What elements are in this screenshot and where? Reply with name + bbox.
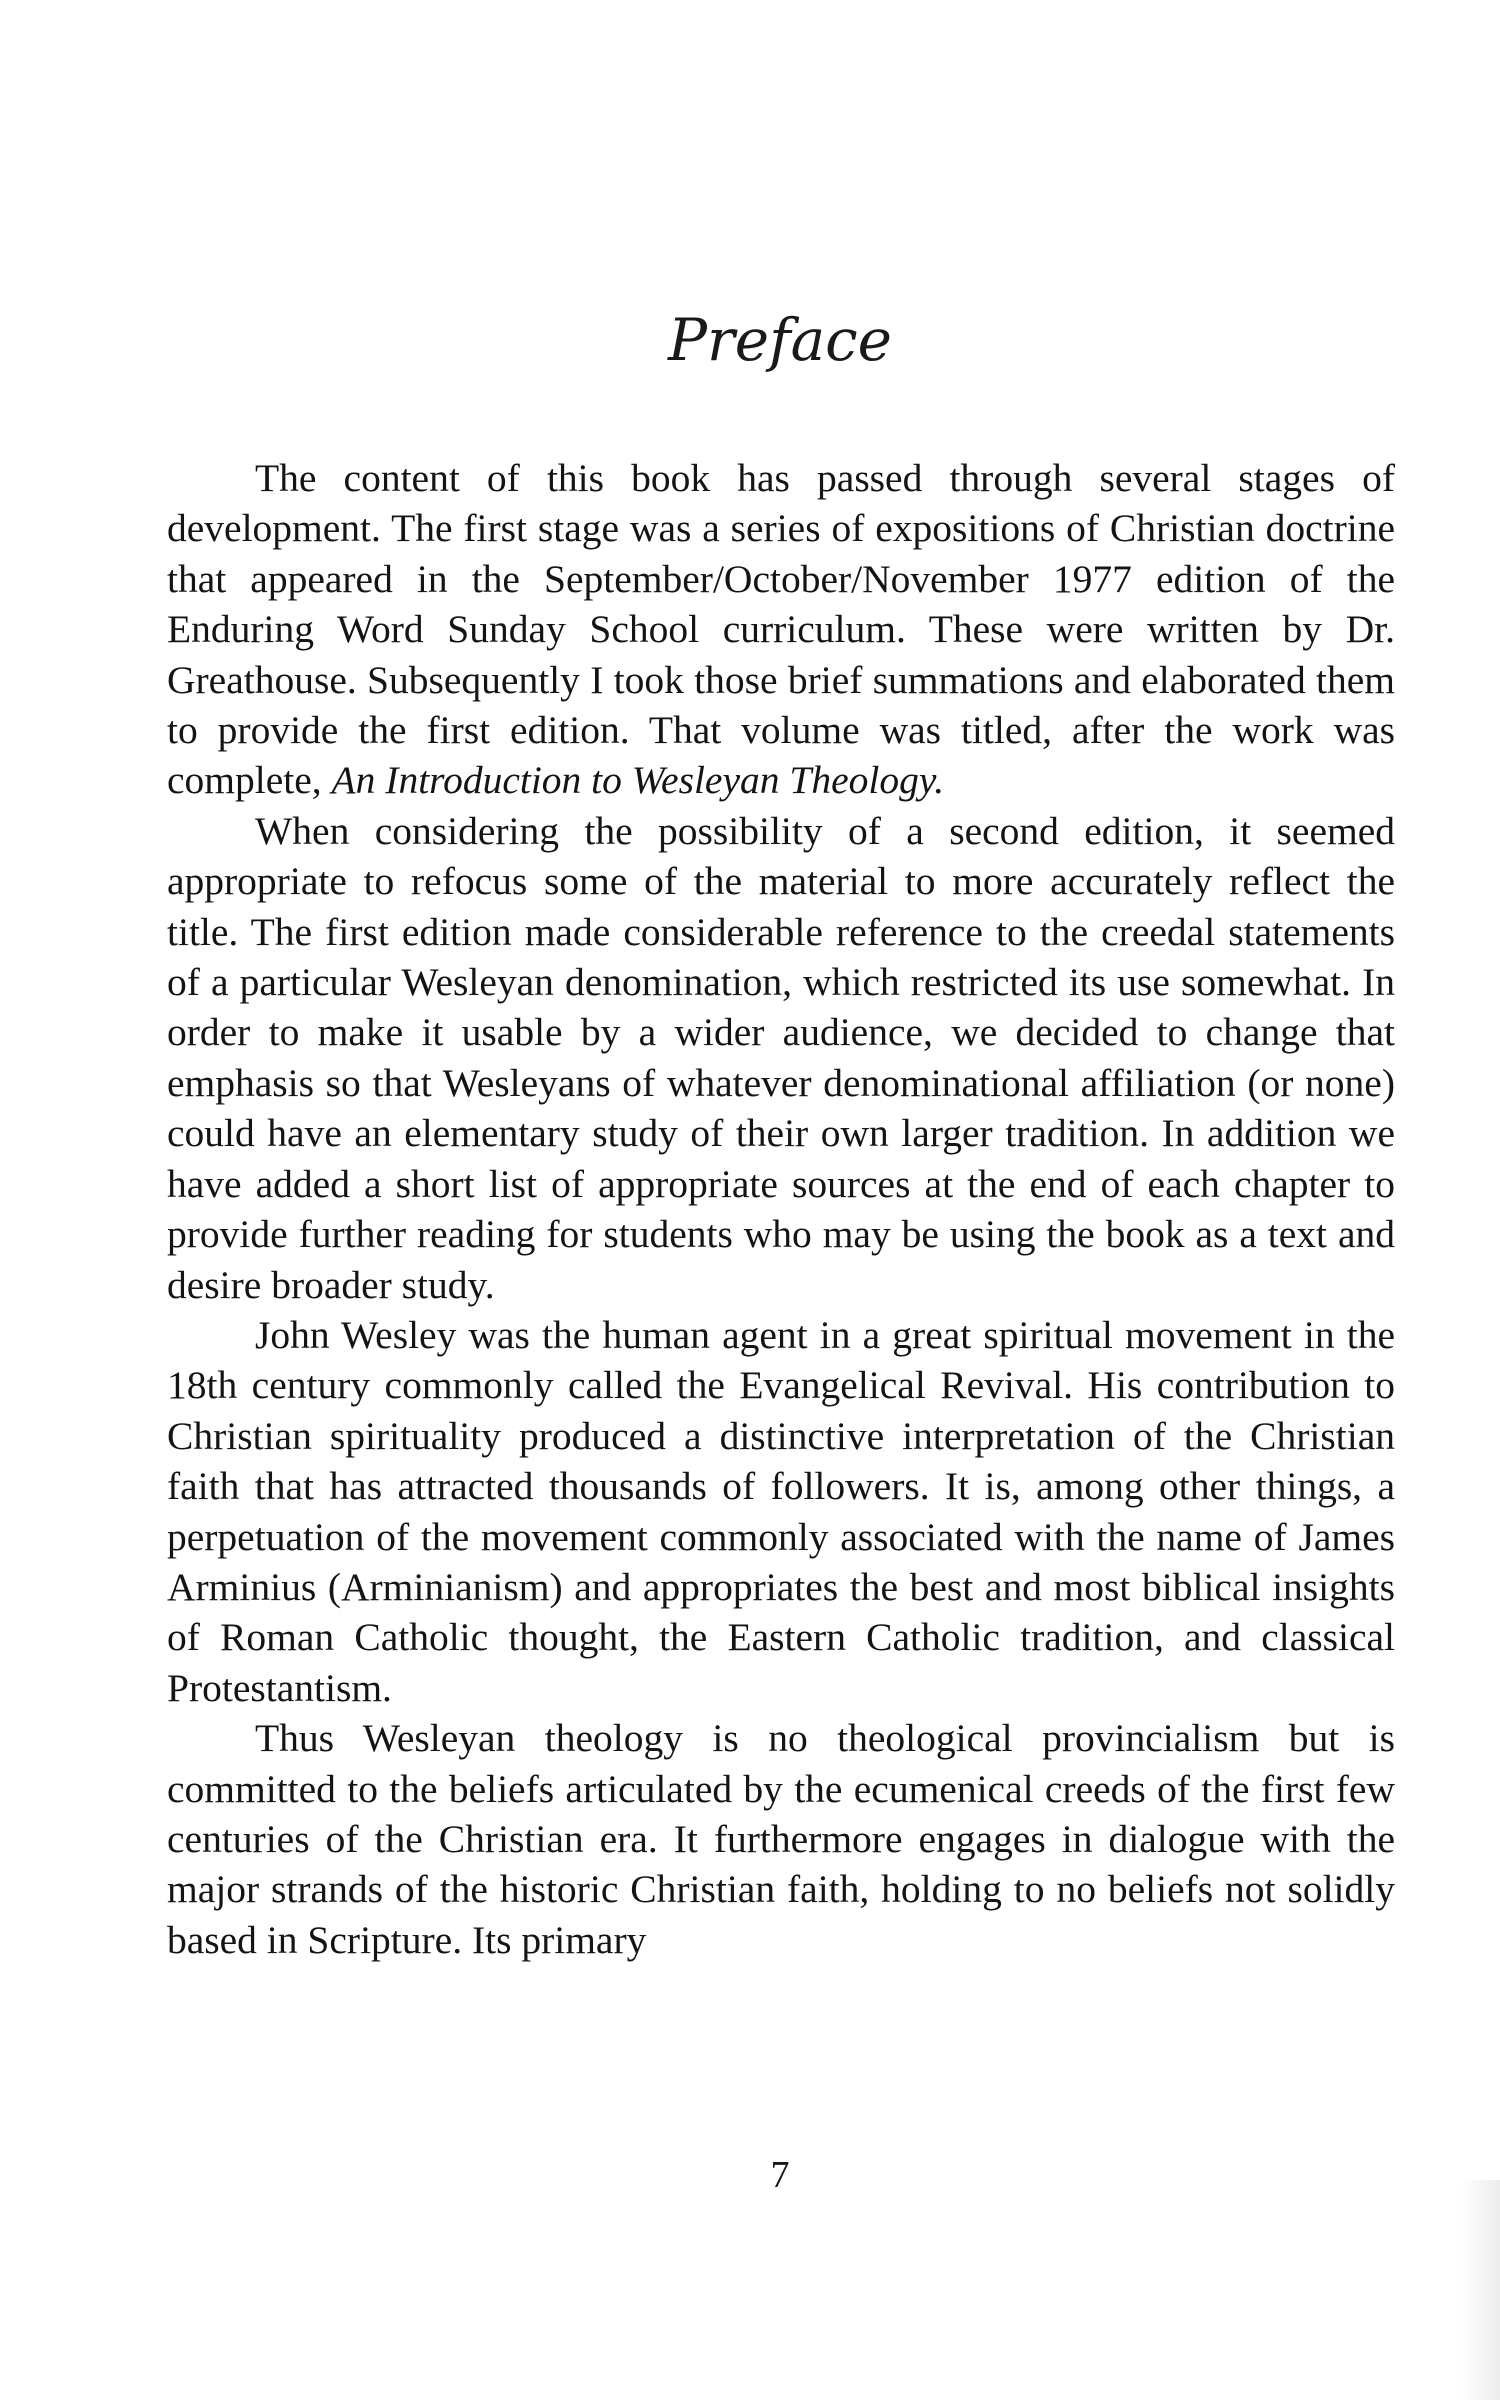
page-title: Preface — [668, 306, 892, 374]
page-edge-shadow — [1460, 2180, 1500, 2400]
book-title-italic: An Introduction to Wesleyan Theology. — [331, 758, 945, 803]
paragraph-3: John Wesley was the human agent in a great spiritual movement in the 18th century commonly called the Evangelical Revival. His contribution to Christian spirituality produced a distinctive interpretation of the Christian faith that has attracted thousands of followers. It is, among other things, a perpetuation of the movement commonly associated with the name of James Arminius (Arminianism) and appropriates the best and most biblical insights of Roman Catholic thought, the Eastern Catholic tradition, and classical Protestantism. — [167, 1312, 1395, 1710]
body-text — [167, 453, 1395, 1965]
paragraph-4: Thus Wesleyan theology is no theological provincialism but is committed to the beliefs articulated by the ecumenical creeds of the first few centuries of the Christian era. It furthermore engages in dialogue with the major strands of the historic Christian faith, holding to no beliefs not solidly based in Scripture. Its primary — [167, 1716, 1395, 1962]
paragraph-2: When considering the possibility of a second edition, it seemed appropriate to refocus some of the material to more accurately reflect the title. The first edition made considerable reference to the creedal statements of a particular Wesleyan denomination, which restricted its use somewhat. In order to make it usable by a wider audience, we decided to change that emphasis so that Wesleyans of whatever denominational affiliation (or none) could have an elementary study of their own larger tradition. In addition we have added a short list of appropriate sources at the end of each chapter to provide further reading for students who may be using the book as a text and desire broader study. — [167, 808, 1395, 1307]
page-number: 7 — [770, 2154, 790, 2196]
paragraph-1 — [167, 453, 1395, 806]
paragraph-1-text: The content of this book has passed through several stages of development. The first stage was a series of expositions of Christian doctrine that appeared in the September/October/November 1977 edition of the Enduring Word Sunday School curriculum. These were written by Dr. Greathouse. Subsequently I took those brief summations and elaborated them to provide the first edition. That volume was titled, after the work was complete, — [167, 456, 1395, 803]
